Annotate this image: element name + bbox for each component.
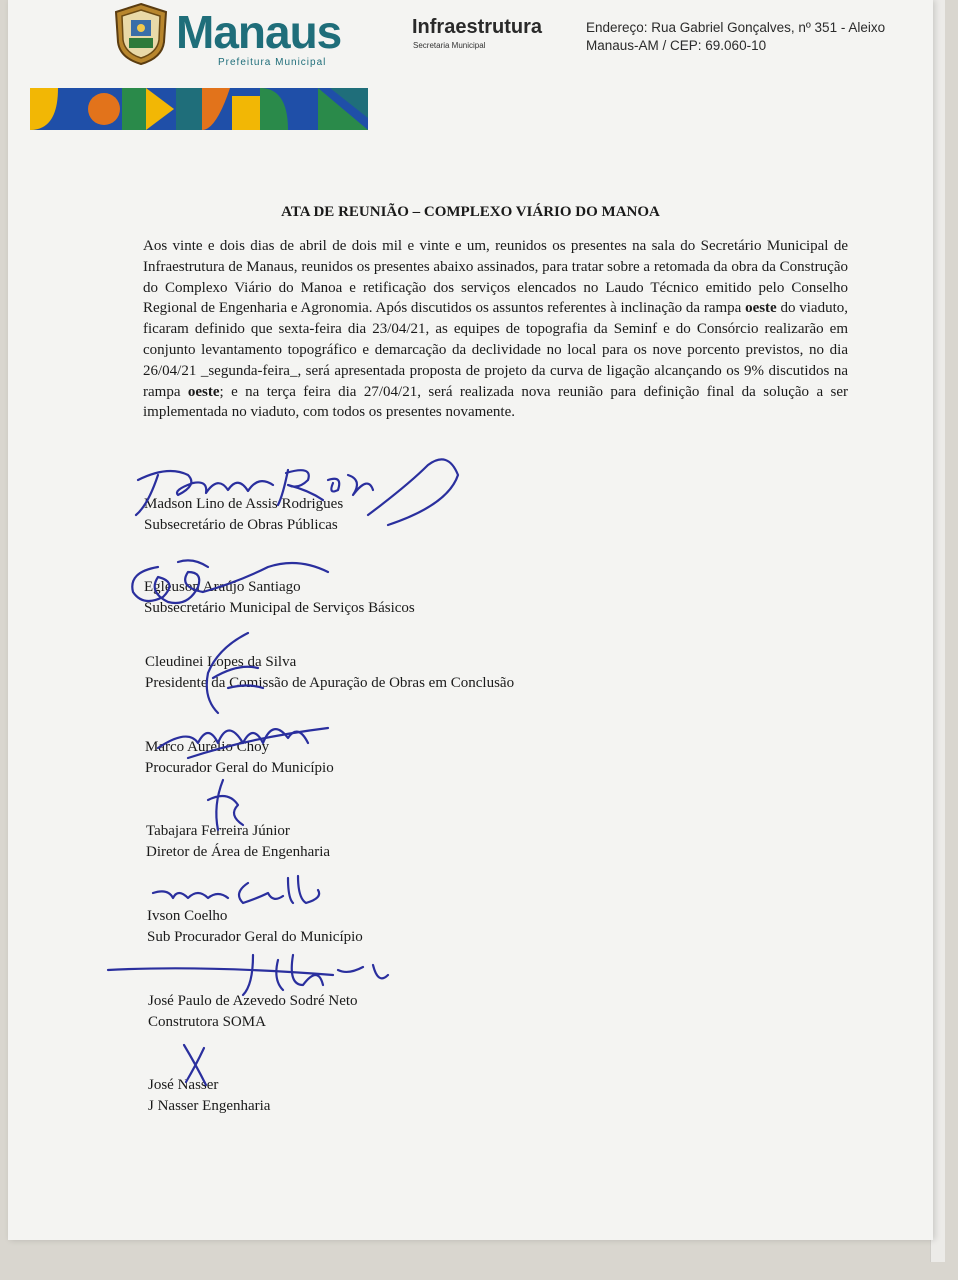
city-crest-icon <box>112 2 170 66</box>
address-line-1: Endereço: Rua Gabriel Gonçalves, nº 351 - Aleixo <box>586 20 886 35</box>
signatory-5 <box>146 821 330 863</box>
signatory-name: Tabajara Ferreira Júnior <box>146 823 290 839</box>
signatory-2 <box>144 577 415 619</box>
signatory-role: Diretor de Área de Engenharia <box>146 844 331 860</box>
secretariat-title: Infraestrutura <box>412 16 543 38</box>
letterhead <box>8 0 933 140</box>
signatory-role: Subsecretário Municipal de Serviços Básicos <box>144 600 415 616</box>
signatory-name: Egleuson Araújo Santiago <box>144 579 301 595</box>
signatory-6 <box>147 906 363 948</box>
signatory-name: Madson Lino de Assis Rodrigues <box>144 496 344 512</box>
signatory-role: Subsecretário de Obras Públicas <box>144 517 338 533</box>
signatory-name: Cleudinei Lopes da Silva <box>145 654 297 670</box>
signatory-7 <box>148 991 358 1033</box>
signatory-4 <box>145 737 334 779</box>
signatory-name: José Nasser <box>148 1077 219 1093</box>
document-body <box>143 236 848 423</box>
paragraph-segment: ; e na terça feira dia 27/04/21, será realizada nova reunião para definição final da solução a ser implementada no viaduto, com todos os presentes novamente. <box>143 383 848 421</box>
brand-name: Manaus <box>176 6 342 58</box>
secretariat-subtitle: Secretaria Municipal <box>413 41 486 50</box>
signatory-role: Sub Procurador Geral do Município <box>147 929 363 945</box>
document-page <box>8 0 933 1240</box>
brand-subtitle: Prefeitura Municipal <box>218 57 327 68</box>
paragraph-segment: Aos vinte e dois dias de abril de dois mil e vinte e um, reunidos os presentes na sala do Secretário Municipal de Infraestrutura de Manaus, reunidos os presentes abaixo assinados, para tratar sobre a retomada da obra da Construção do Complexo Viário do Manoa e retificação dos serviços elencados no Laudo Técnico emitido pelo Conselho Regional de Engenharia e Agronomia. Após discutidos os assuntos referentes à inclinação da rampa <box>143 238 848 317</box>
signatory-8 <box>148 1075 270 1117</box>
signatory-role: Presidente da Comissão de Apuração de Obras em Conclusão <box>145 675 515 691</box>
signatory-1 <box>144 494 343 536</box>
signatory-role: J Nasser Engenharia <box>148 1098 271 1114</box>
address <box>586 19 916 55</box>
signatory-name: Marco Aurélio Choy <box>145 739 270 755</box>
bold-term: oeste <box>745 300 777 317</box>
address-line-2: Manaus-AM / CEP: 69.060-10 <box>586 38 767 53</box>
signatory-role: Procurador Geral do Município <box>145 760 334 776</box>
signatory-role: Construtora SOMA <box>148 1014 266 1030</box>
bold-term: oeste <box>187 383 220 400</box>
signatory-name: Ivson Coelho <box>147 908 228 924</box>
color-banner <box>30 88 368 130</box>
signatory-3 <box>145 652 514 694</box>
signatory-name: José Paulo de Azevedo Sodré Neto <box>148 993 358 1009</box>
document-title: ATA DE REUNIÃO – COMPLEXO VIÁRIO DO MANOA <box>281 204 660 220</box>
paragraph-segment: do viaduto, ficaram definido que sexta-feira dia 23/04/21, as equipes de topografia da Seminf e do Consórcio realizarão em conjunto levantamento topográfico e demarcação da declividade no local para os nove porcento previstos, no dia 26/04/21 _segunda-feira_, será apresentada proposta de projeto da curva de ligação alcançando os 9% discutidos na rampa <box>143 300 848 400</box>
